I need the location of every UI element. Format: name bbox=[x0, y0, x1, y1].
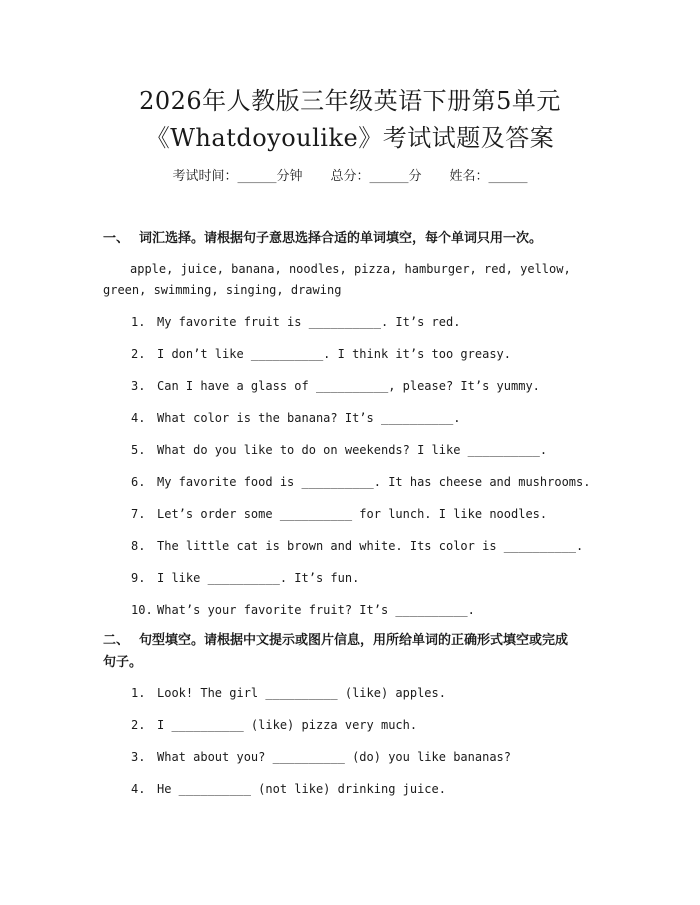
section1-heading-text: 词汇选择。请根据句子意思选择合适的单词填空，每个单词只用一次。 bbox=[139, 231, 543, 246]
question-number: 6. bbox=[131, 475, 146, 489]
question-number: 3. bbox=[131, 750, 146, 764]
question-item bbox=[131, 601, 611, 619]
question-item bbox=[131, 537, 611, 555]
question-text: The little cat is brown and white. Its color is __________. bbox=[157, 539, 584, 553]
question-text: I like __________. It’s fun. bbox=[157, 571, 360, 585]
question-number: 3. bbox=[131, 379, 146, 393]
question-text: Can I have a glass of __________, please? It’s yummy. bbox=[157, 379, 540, 393]
question-item bbox=[131, 505, 611, 523]
question-number: 1. bbox=[131, 315, 146, 329]
question-item bbox=[131, 748, 611, 766]
page-title-line2: 《Whatdoyoulike》考试试题及答案 bbox=[145, 124, 555, 152]
question-item bbox=[131, 345, 611, 363]
question-text: My favorite food is __________. It has cheese and mushrooms. bbox=[157, 475, 591, 489]
question-text: I __________ (like) pizza very much. bbox=[157, 718, 418, 732]
section2-heading-text-cont: 句子。 bbox=[103, 655, 143, 670]
question-item bbox=[131, 716, 611, 734]
question-number: 8. bbox=[131, 539, 146, 553]
question-item bbox=[131, 409, 611, 427]
page-title-line1: 2026年人教版三年级英语下册第5单元 bbox=[139, 87, 561, 115]
question-text: I don’t like __________. I think it’s too greasy. bbox=[157, 347, 512, 361]
question-item bbox=[131, 441, 611, 459]
question-item bbox=[131, 473, 611, 491]
question-item bbox=[131, 313, 611, 331]
question-text: Look! The girl __________ (like) apples. bbox=[157, 686, 446, 700]
question-text: What do you like to do on weekends? I like __________. bbox=[157, 443, 548, 457]
exam-time-label: 考试时间：______分钟 bbox=[172, 169, 303, 184]
section2-heading-text: 句型填空。请根据中文提示或图片信息，用所给单词的正确形式填空或完成 bbox=[139, 633, 569, 648]
question-number: 5. bbox=[131, 443, 146, 457]
section1-number: 一、 bbox=[103, 231, 130, 246]
exam-name-label: 姓名：______ bbox=[449, 169, 528, 184]
exam-score-label: 总分：______分 bbox=[330, 169, 422, 184]
section2-number: 二、 bbox=[103, 633, 130, 648]
word-bank: apple, juice, banana, noodles, pizza, hamburger, red, yellow, green, swimming, singing, drawing bbox=[103, 262, 571, 297]
question-text: My favorite fruit is __________. It’s red. bbox=[157, 315, 461, 329]
question-number: 2. bbox=[131, 347, 146, 361]
section2-heading bbox=[103, 630, 603, 674]
question-number: 9. bbox=[131, 571, 146, 585]
question-number: 1. bbox=[131, 686, 146, 700]
exam-info bbox=[0, 168, 700, 186]
question-text: Let’s order some __________ for lunch. I like noodles. bbox=[157, 507, 548, 521]
question-text: What about you? __________ (do) you like bananas? bbox=[157, 750, 512, 764]
question-number: 10. bbox=[131, 603, 153, 617]
question-item bbox=[131, 569, 611, 587]
question-item bbox=[131, 780, 611, 798]
question-number: 7. bbox=[131, 507, 146, 521]
question-text: He __________ (not like) drinking juice. bbox=[157, 782, 446, 796]
question-item bbox=[131, 684, 611, 702]
question-number: 4. bbox=[131, 411, 146, 425]
section1-heading bbox=[103, 228, 603, 250]
question-number: 2. bbox=[131, 718, 146, 732]
question-number: 4. bbox=[131, 782, 146, 796]
question-text: What’s your favorite fruit? It’s __________. bbox=[157, 603, 475, 617]
question-item bbox=[131, 377, 611, 395]
question-text: What color is the banana? It’s __________. bbox=[157, 411, 461, 425]
